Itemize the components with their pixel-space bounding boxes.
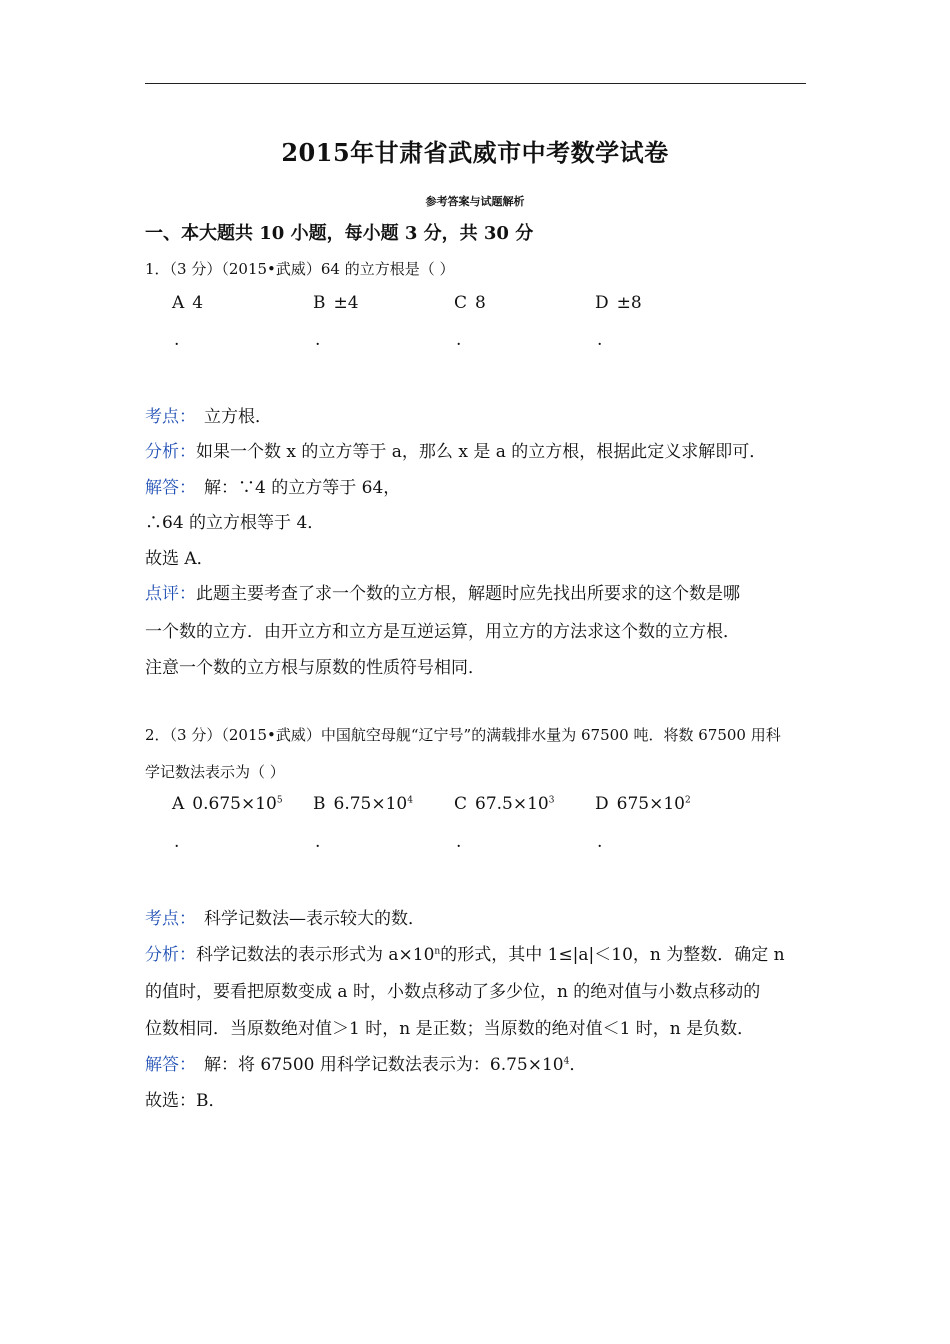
q2-kaodian: 考点： 科学记数法—表示较大的数． — [145, 909, 425, 929]
q2-option-a-dot: . — [174, 832, 180, 852]
q2-option-d-dot: . — [597, 832, 603, 852]
q1-option-a-dot: . — [174, 330, 180, 350]
q2-fenxi-line2: 的值时，要看把原数变成 a 时，小数点移动了多少位，n 的绝对值与小数点移动的 — [145, 982, 761, 1002]
q2-jieda: 解答： 解：将 67500 用科学记数法表示为：$6.75\times 10^4$． — [145, 1055, 587, 1075]
q2-answer-choice: 故选：B． — [145, 1091, 226, 1111]
q2-option-b: B $6.75\times 10^4$ — [313, 794, 413, 814]
q1-option-d: D ±8 — [595, 293, 642, 313]
q1-option-b-dot: . — [315, 330, 321, 350]
q1-option-a: A 4 — [172, 293, 204, 313]
q1-dianping-line3: 注意一个数的立方根与原数的性质符号相同． — [145, 658, 485, 678]
q1-answer-line: ∴64 的立方根等于 4． — [145, 513, 325, 533]
q1-option-c-dot: . — [456, 330, 462, 350]
q2-option-c: C $67.5\times 10^3$ — [454, 794, 555, 814]
q1-dianping: 点评：此题主要考查了求一个数的立方根，解题时应先找出所要求的这个数是哪 — [145, 584, 740, 604]
page-subtitle: 参考答案与试题解析 — [425, 195, 525, 208]
page-title: 2015年甘肃省武威市中考数学试卷 — [281, 138, 669, 167]
q2-option-b-dot: . — [315, 832, 321, 852]
q2-fenxi: 分析：科学记数法的表示形式为 $a\times 10^n$的形式，其中 1≤|a|＜10，n 为整数．确定 n — [145, 945, 785, 965]
q2-stem-line2: 学记数法表示为（ ） — [145, 763, 285, 781]
q2-stem: 2．（3 分）（2015•武威）中国航空母舰“辽宁号”的满载排水量为 67500 吨．将数 67500 用科 — [145, 726, 781, 744]
q1-option-d-dot: . — [597, 330, 603, 350]
q1-option-b: B ±4 — [313, 293, 359, 313]
q2-fenxi-line3: 位数相同．当原数绝对值＞1 时，n 是正数；当原数的绝对值＜1 时，n 是负数． — [145, 1019, 755, 1039]
q2-option-d: D $675\times 10^2$ — [595, 794, 691, 814]
section-heading: 一、本大题共 10 小题，每小题 3 分，共 30 分 — [145, 223, 534, 244]
q1-jieda: 解答： 解：∵4 的立方等于 64， — [145, 478, 401, 498]
header-rule — [145, 83, 806, 84]
q1-dianping-line2: 一个数的立方．由开立方和立方是互逆运算，用立方的方法求这个数的立方根． — [145, 622, 740, 642]
q2-option-c-dot: . — [456, 832, 462, 852]
q2-option-a: A $0.675\times 10^5$ — [172, 794, 283, 814]
q1-option-c: C 8 — [454, 293, 486, 313]
q1-stem: 1．（3 分）（2015•武威）64 的立方根是（ ） — [145, 260, 455, 278]
q1-kaodian: 考点： 立方根． — [145, 407, 272, 427]
q1-answer-choice: 故选 A． — [145, 549, 214, 569]
q1-fenxi: 分析：如果一个数 x 的立方等于 a，那么 x 是 a 的立方根，根据此定义求解即可． — [145, 442, 767, 462]
